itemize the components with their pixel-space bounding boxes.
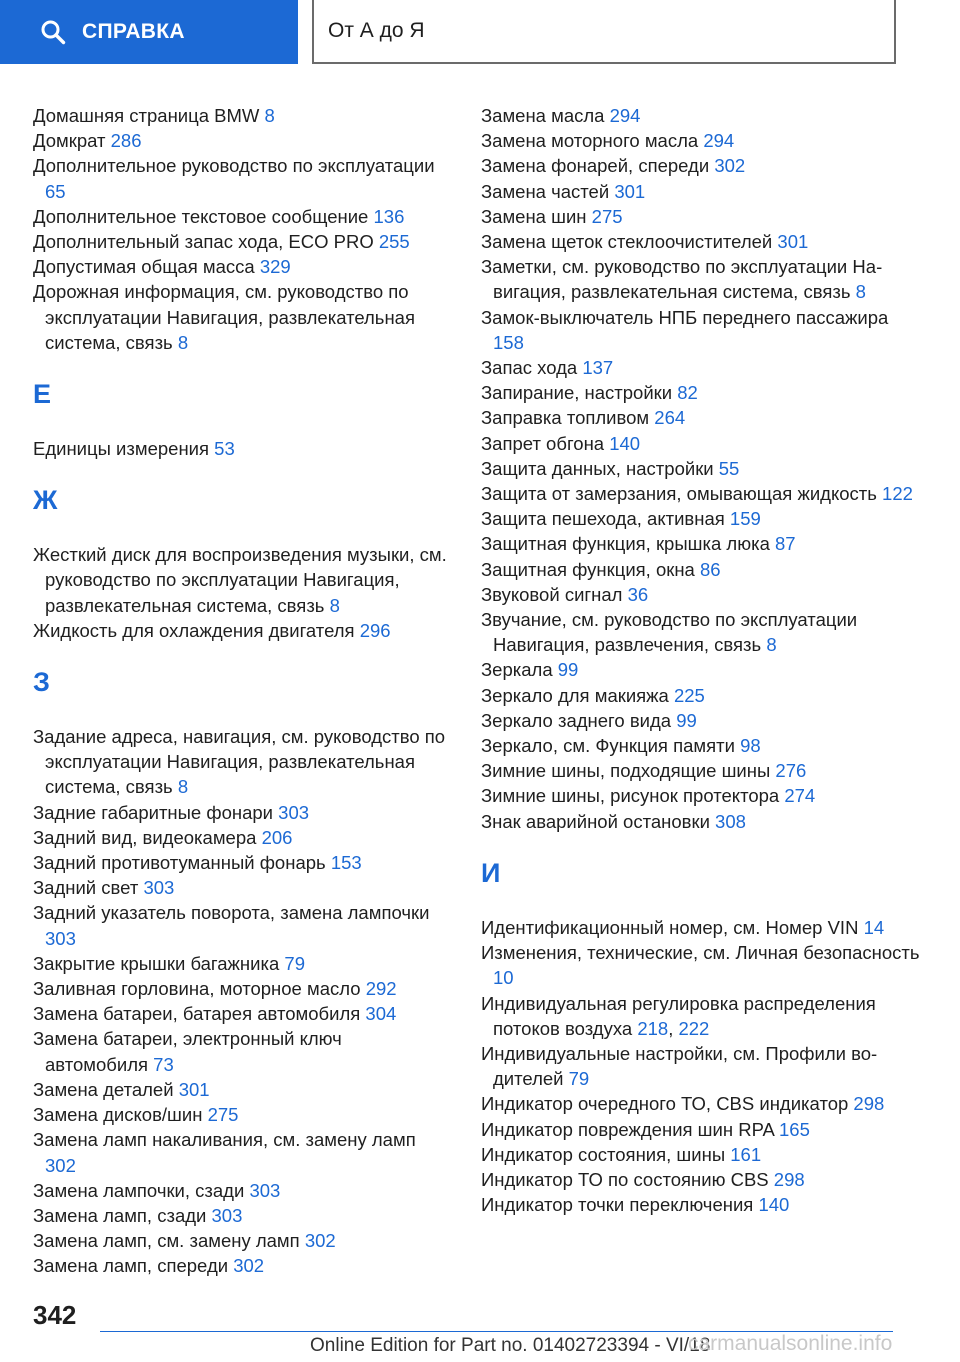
index-entry xyxy=(481,708,921,733)
index-entry xyxy=(33,153,448,203)
index-column-right xyxy=(481,103,921,1217)
index-entry xyxy=(33,1077,448,1102)
entry-text: Защитная функция, крышка люка xyxy=(481,533,770,555)
entry-text: Зеркало для макияжа xyxy=(481,684,669,706)
page-link[interactable]: 301 xyxy=(777,231,809,253)
entry-text: Замена лампочки, сзади xyxy=(33,1179,245,1201)
page-link[interactable]: 79 xyxy=(284,952,305,974)
index-entry xyxy=(33,1127,448,1177)
index-entry xyxy=(481,1167,921,1192)
index-entry xyxy=(481,657,921,682)
page-link[interactable]: 298 xyxy=(773,1168,805,1190)
index-entry xyxy=(33,1026,448,1076)
page-link[interactable]: 276 xyxy=(775,760,807,782)
page-link[interactable]: 275 xyxy=(591,205,623,227)
index-entry xyxy=(33,951,448,976)
page-link[interactable]: 8 xyxy=(177,331,189,353)
page-link[interactable]: 303 xyxy=(278,801,310,823)
page-link[interactable]: 274 xyxy=(784,785,816,807)
entry-text: Жидкость для охлаждения двигателя xyxy=(33,619,355,641)
entry-text: Зимние шины, рисунок протектора xyxy=(481,785,780,807)
entry-text: Замена ламп, спереди xyxy=(33,1255,229,1277)
index-entry xyxy=(33,800,448,825)
edition-footer: Online Edition for Part no. 01402723394 - VI/18 xyxy=(310,1335,711,1356)
help-tab[interactable] xyxy=(0,0,298,64)
index-entry xyxy=(33,976,448,1001)
entry-text: Задний противотуманный фонарь xyxy=(33,852,326,874)
index-entry xyxy=(33,724,448,800)
index-entry xyxy=(481,506,921,531)
entry-text: Задний свет xyxy=(33,877,139,899)
entry-text: Закрытие крышки багажника xyxy=(33,952,280,974)
index-entry xyxy=(33,618,448,643)
index-entry xyxy=(481,481,921,506)
index-entry xyxy=(481,1142,921,1167)
search-icon xyxy=(40,19,66,45)
index-entry xyxy=(33,1178,448,1203)
entry-text: Дополнительный запас хода, ECO PRO xyxy=(33,231,374,253)
index-entry xyxy=(481,783,921,808)
entry-text: Заметки, см. руководство по эксплуатации Навигация, развлекательная система, связь xyxy=(481,256,883,303)
index-entry xyxy=(481,1041,921,1091)
page-link[interactable]: 8 xyxy=(177,776,189,798)
page-link[interactable]: 99 xyxy=(676,709,697,731)
page-link[interactable]: 301 xyxy=(178,1078,210,1100)
page-link[interactable]: 308 xyxy=(715,810,746,832)
entry-text: Индикатор точки переключения xyxy=(481,1194,754,1216)
page-link[interactable]: 8 xyxy=(766,634,777,656)
index-entry xyxy=(33,542,448,618)
page-link[interactable]: 302 xyxy=(304,1230,336,1252)
entry-text: Знак аварийной остановки xyxy=(481,810,710,832)
entry-text: Допустимая общая масса xyxy=(33,256,255,278)
entry-text: Замена батареи, батарея автомобиля xyxy=(33,1003,361,1025)
page-link[interactable]: 82 xyxy=(677,382,698,404)
page-link[interactable]: 301 xyxy=(614,180,646,202)
index-entry xyxy=(481,1192,921,1217)
entry-text: Задние габаритные фонари xyxy=(33,801,274,823)
index-entry xyxy=(33,103,448,128)
index-entry xyxy=(481,431,921,456)
index-entry xyxy=(481,103,921,128)
page-link[interactable]: 140 xyxy=(758,1194,790,1216)
section-letter: И xyxy=(481,857,501,888)
watermark: carmanualsonline.info xyxy=(688,1332,893,1355)
index-entry xyxy=(33,1203,448,1228)
entry-text: Замена шин xyxy=(481,205,587,227)
page-link[interactable]: 303 xyxy=(211,1204,243,1226)
page-link[interactable]: 158 xyxy=(493,331,524,353)
page-link[interactable]: 165 xyxy=(779,1118,810,1140)
index-entry xyxy=(481,204,921,229)
entry-text: Звучание, см. руководство по эксплуатации Навигация, развлечения, связь xyxy=(481,609,858,656)
entry-text: Зеркало, см. Функция памяти xyxy=(481,735,735,757)
page-link[interactable]: 225 xyxy=(673,684,705,706)
index-column-left xyxy=(33,103,448,1279)
page-link[interactable]: 122 xyxy=(882,483,913,505)
index-entry xyxy=(481,531,921,556)
index-entry xyxy=(33,254,448,279)
entry-text: Индикатор состояния, шины xyxy=(481,1143,726,1165)
index-entry xyxy=(481,128,921,153)
entry-text: Звуковой сигнал xyxy=(481,583,623,605)
entry-text: Задний вид, видеокамера xyxy=(33,826,257,848)
entry-text: Запас хода xyxy=(481,357,578,379)
index-entry: Индивидуальная регулировка распределения потоков воздуха 218, 222 xyxy=(481,992,876,1039)
page-link[interactable]: 302 xyxy=(45,1154,76,1176)
section-letter: З xyxy=(33,667,50,698)
entry-text: Замена масла xyxy=(481,105,605,126)
index-entry xyxy=(33,1228,448,1253)
page-link[interactable]: 222 xyxy=(678,1017,710,1039)
index-entry xyxy=(33,1102,448,1127)
entry-text: Замена частей xyxy=(481,180,610,202)
breadcrumb: От А до Я xyxy=(312,0,896,64)
page-link[interactable]: 10 xyxy=(493,967,514,989)
page-link[interactable]: 292 xyxy=(365,978,397,1000)
entry-text: Жесткий диск для воспроизведения музыки, см. руководство по эксплуатации Навигация, развлекательная система, связь xyxy=(33,544,447,616)
index-entry xyxy=(33,850,448,875)
entry-text: Зимние шины, подходящие шины xyxy=(481,760,771,782)
page-link[interactable]: 159 xyxy=(729,508,761,530)
entry-text: Заливная горловина, моторное масло xyxy=(33,978,361,1000)
entry-text: Замена ламп накаливания, см. замену ламп xyxy=(33,1129,416,1151)
index-entry xyxy=(481,758,921,783)
entry-text: Замок-выключатель НПБ переднего пассажира xyxy=(481,306,889,328)
page-link[interactable]: 161 xyxy=(730,1143,762,1165)
entry-text: Заправка топливом xyxy=(481,407,650,429)
index-entry xyxy=(33,128,448,153)
page-link[interactable]: 99 xyxy=(557,659,579,681)
index-entry xyxy=(481,1091,921,1116)
page-link[interactable]: 73 xyxy=(153,1053,174,1075)
page-link[interactable]: 137 xyxy=(582,357,614,379)
entry-text: Замена моторного масла xyxy=(481,130,699,152)
entry-text: Замена батареи, электронный ключ автомобиля xyxy=(33,1028,342,1075)
entry-text: Дополнительное текстовое сообщение xyxy=(33,205,369,227)
entry-text: Домкрат xyxy=(33,130,106,152)
page-link[interactable]: 303 xyxy=(249,1179,281,1201)
page-link[interactable]: 36 xyxy=(627,583,649,605)
index-entry xyxy=(481,683,921,708)
tab-label: СПРАВКА xyxy=(82,20,185,43)
index-entry xyxy=(33,279,448,355)
page-link[interactable]: 53 xyxy=(214,438,235,460)
page-link[interactable]: 86 xyxy=(699,558,721,580)
index-entry xyxy=(481,809,921,834)
entry-text: Идентификационный номер, см. Номер VIN xyxy=(481,916,859,938)
index-entry xyxy=(481,229,921,254)
page-link[interactable]: 303 xyxy=(143,877,175,899)
entry-text: Замена фонарей, спереди xyxy=(481,155,710,177)
page-link[interactable]: 296 xyxy=(359,619,391,641)
entry-text: Замена ламп, см. замену ламп xyxy=(33,1230,300,1252)
section-letter: Е xyxy=(33,379,52,410)
index-entry xyxy=(481,153,921,178)
page-link[interactable]: 302 xyxy=(714,155,746,177)
index-entry xyxy=(481,380,921,405)
page-link[interactable]: 294 xyxy=(609,105,641,126)
page-link[interactable]: 136 xyxy=(373,205,405,227)
index-entry xyxy=(481,940,921,990)
entry-text: Индикатор очередного ТО, CBS индикатор xyxy=(481,1093,849,1115)
index-entry xyxy=(33,900,448,950)
section-letter: Ж xyxy=(33,485,58,516)
entry-text: Дорожная информация, см. руководство по эксплуатации Навигация, развлекательная система, связь xyxy=(33,281,415,353)
index-entry xyxy=(33,1001,448,1026)
page-link[interactable]: 304 xyxy=(365,1003,397,1025)
entry-text: Индивидуальная регулировка распределения потоков воздуха xyxy=(481,992,876,1039)
entry-text: Индикатор повреждения шин RPA xyxy=(481,1118,774,1140)
entry-text: Замена щеток стеклоочистителей xyxy=(481,231,773,253)
entry-text: Защита от замерзания, омывающая жидкость xyxy=(481,483,877,505)
index-entry xyxy=(481,179,921,204)
page-link[interactable]: 275 xyxy=(207,1104,239,1126)
page-link[interactable]: 87 xyxy=(775,533,796,555)
index-entry xyxy=(481,254,921,304)
index-entry xyxy=(481,733,921,758)
page-link[interactable]: 8 xyxy=(264,105,275,126)
index-entry xyxy=(481,355,921,380)
entry-text: Замена дисков/шин xyxy=(33,1104,203,1126)
entry-text: Задний указатель поворота, замена лампочки xyxy=(33,902,430,924)
index-entry xyxy=(33,204,448,229)
entry-text: Задание адреса, навигация, см. руководство по эксплуатации Навигация, развлекательная система, связь xyxy=(33,726,446,798)
entry-text: Защитная функция, окна xyxy=(481,558,695,580)
entry-text: Дополнительное руководство по эксплуатации xyxy=(33,155,435,177)
entry-text: Запрет обгона xyxy=(481,432,605,454)
page-link[interactable]: 298 xyxy=(853,1093,885,1115)
entry-text: Защита данных, настройки xyxy=(481,457,714,479)
page-link[interactable]: 65 xyxy=(45,180,66,202)
index-entry xyxy=(481,915,921,940)
index-entry xyxy=(33,229,448,254)
page-link[interactable]: 294 xyxy=(703,130,735,152)
page-link[interactable]: 206 xyxy=(261,826,293,848)
page-link[interactable]: 55 xyxy=(718,457,740,479)
index-entry xyxy=(481,582,921,607)
entry-text: Изменения, технические, см. Личная безопасность xyxy=(481,942,920,964)
page-link[interactable]: 14 xyxy=(863,916,885,938)
entry-text: Домашняя страница BMW xyxy=(33,105,260,126)
entry-text: Индивидуальные настройки, см. Профили водителей xyxy=(481,1042,878,1090)
index-entry xyxy=(33,436,448,461)
index-entry xyxy=(481,557,921,582)
page-link[interactable]: 255 xyxy=(378,231,410,253)
page-link[interactable]: 153 xyxy=(330,852,362,874)
entry-text: Замена деталей xyxy=(33,1078,174,1100)
entry-text: Запирание, настройки xyxy=(481,382,673,404)
index-entry xyxy=(33,825,448,850)
index-entry xyxy=(481,305,921,355)
entry-text: Зеркала xyxy=(481,659,553,681)
page-link[interactable]: 8 xyxy=(855,281,866,303)
index-entry xyxy=(481,456,921,481)
entry-text: Индикатор ТО по состоянию CBS xyxy=(481,1168,769,1190)
page-link[interactable]: 329 xyxy=(259,256,291,278)
entry-text: Зеркало заднего вида xyxy=(481,709,672,731)
page-link[interactable]: 303 xyxy=(45,927,76,949)
page-link[interactable]: 264 xyxy=(654,407,686,429)
page-link[interactable]: 98 xyxy=(740,735,761,757)
page-link[interactable]: 79 xyxy=(568,1068,590,1090)
index-entry xyxy=(481,405,921,430)
entry-text: Замена ламп, сзади xyxy=(33,1204,207,1226)
index-entry xyxy=(481,607,921,657)
index-entry xyxy=(33,875,448,900)
page-number: 342 xyxy=(33,1300,77,1330)
page-link[interactable]: 302 xyxy=(233,1255,265,1277)
page-link[interactable]: 218 xyxy=(637,1017,669,1039)
page-link[interactable]: 140 xyxy=(609,432,641,454)
entry-text: Единицы измерения xyxy=(33,438,210,460)
entry-text: Защита пешехода, активная xyxy=(481,508,725,530)
index-entry xyxy=(33,1253,448,1278)
index-entry xyxy=(481,1117,921,1142)
page-link[interactable]: 286 xyxy=(110,130,142,152)
page-link[interactable]: 8 xyxy=(329,594,340,616)
